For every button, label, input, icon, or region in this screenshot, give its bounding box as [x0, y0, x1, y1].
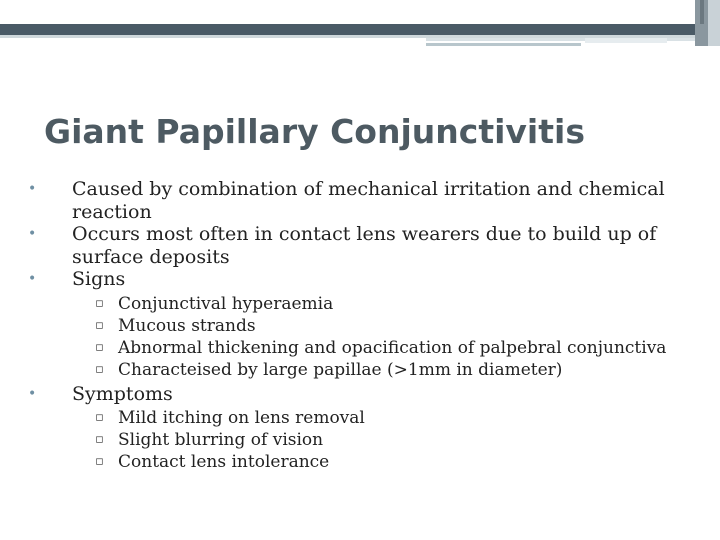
corner-accent-block	[700, 0, 704, 24]
sub-bullet-text: Mucous strands	[118, 315, 256, 336]
sub-bullet-text: Characteised by large papillae (>1mm in diameter)	[118, 359, 563, 380]
bullet-item	[28, 178, 688, 223]
sub-bullet-list	[72, 293, 688, 381]
sub-bullet-text: Mild itching on lens removal	[118, 408, 365, 428]
bullet-text: Caused by combination of mechanical irritation and chemical reaction	[72, 178, 665, 223]
sub-bullet-item	[95, 293, 688, 315]
sub-bullet-icon: ▫	[95, 339, 104, 355]
sub-bullet-item	[95, 359, 688, 381]
sub-bullet-item	[95, 407, 688, 429]
sub-bullet-text: Abnormal thickening and opacification of palpebral conjunctiva	[118, 337, 667, 358]
sub-bullet-icon: ▫	[95, 410, 104, 425]
top-background-band	[0, 0, 720, 24]
bullet-item	[28, 383, 688, 474]
sub-bullet-icon: ▫	[95, 361, 104, 377]
sub-bullet-icon: ▫	[95, 454, 104, 469]
sub-bullet-icon: ▫	[95, 317, 104, 333]
sub-bullet-icon: ▫	[95, 432, 104, 447]
accent-strip	[585, 38, 667, 43]
sub-bullet-text: Slight blurring of vision	[118, 430, 324, 450]
slide-title: Giant Papillary Conjunctivitis	[44, 112, 585, 151]
bullet-text: Occurs most often in contact lens wearers due to build up of surface deposits	[72, 223, 657, 268]
sub-bullet-icon: ▫	[95, 295, 104, 311]
bullet-icon: •	[28, 385, 37, 402]
accent-strip	[426, 38, 720, 41]
sub-bullet-list	[72, 407, 688, 473]
sub-bullet-item	[95, 451, 688, 473]
sub-bullet-item	[95, 315, 688, 337]
bullet-text: Signs	[72, 268, 126, 290]
corner-accent-block	[708, 0, 720, 46]
sub-bullet-item	[95, 429, 688, 451]
sub-bullet-text: Conjunctival hyperaemia	[118, 293, 334, 314]
bullet-item	[28, 223, 688, 268]
bullet-item	[28, 268, 688, 381]
sub-bullet-item	[95, 337, 688, 359]
bullet-text: Symptoms	[72, 382, 173, 405]
sub-bullet-text: Contact lens intolerance	[118, 452, 330, 472]
bullet-icon: •	[28, 181, 37, 197]
bullet-list	[28, 178, 688, 473]
slide-body	[28, 178, 688, 475]
bullet-icon: •	[28, 226, 37, 242]
accent-strip	[426, 43, 581, 46]
bullet-icon: •	[28, 271, 37, 287]
top-accent-bar	[0, 24, 720, 35]
